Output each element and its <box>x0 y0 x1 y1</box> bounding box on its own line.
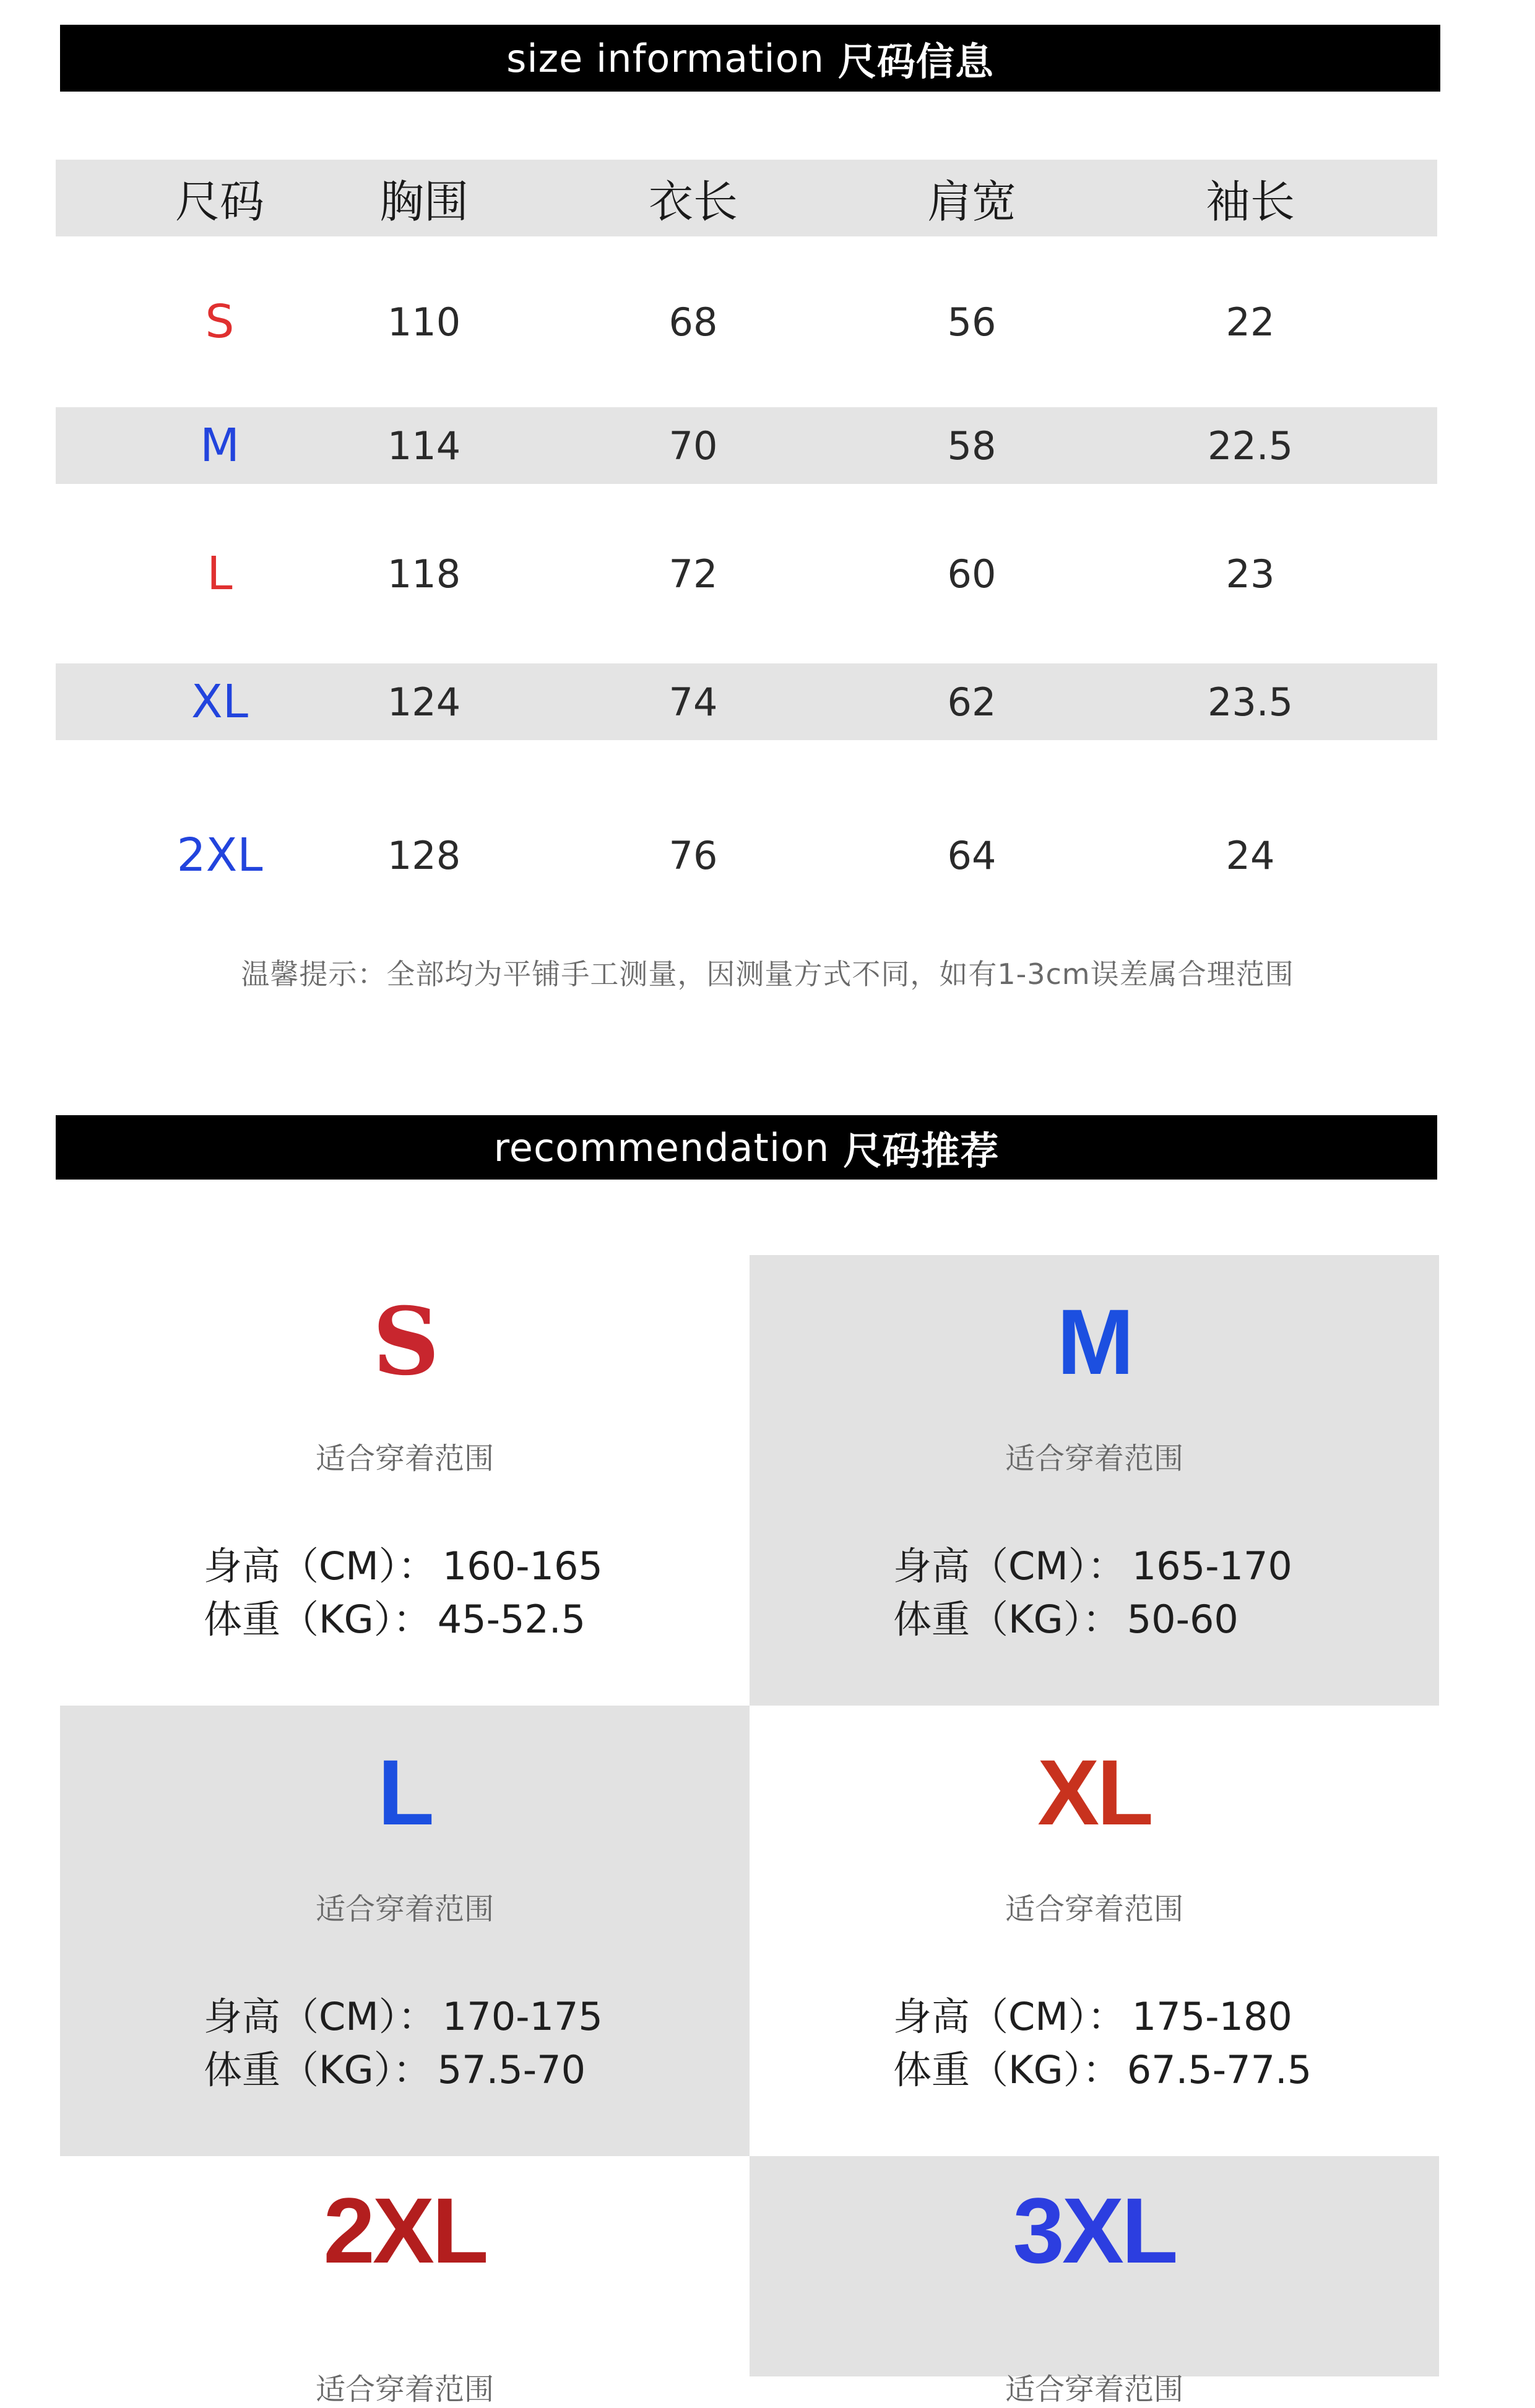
banner-title-cn: 尺码推荐 <box>843 1128 1000 1173</box>
card-subtitle: 适合穿着范围 <box>315 1892 494 1927</box>
card-subtitle: 适合穿着范围 <box>1005 1892 1183 1927</box>
row-length: 74 <box>668 679 718 725</box>
header-size: 尺码 <box>175 176 264 228</box>
card-subtitle: 适合穿着范围 <box>315 1441 494 1476</box>
header-length: 衣长 <box>648 176 738 228</box>
row-shoulder: 56 <box>947 299 997 345</box>
table-row <box>56 236 1437 407</box>
card-size-label: M <box>1057 1290 1132 1394</box>
weight-value: 57.5-70 <box>437 2047 586 2092</box>
table-header-row <box>56 160 1437 236</box>
row-shoulder: 64 <box>947 832 997 878</box>
banner-title-en: size information <box>506 35 824 81</box>
row-sleeve: 22 <box>1226 299 1275 345</box>
row-size-label: 2XL <box>176 829 263 882</box>
row-sleeve: 22.5 <box>1207 423 1294 468</box>
row-chest: 114 <box>387 423 461 468</box>
size-card-3xl <box>750 2156 1439 2407</box>
banner-title-cn: 尺码信息 <box>837 38 994 84</box>
card-info <box>893 1540 1292 1646</box>
size-card-s <box>60 1255 750 1706</box>
card-info <box>893 1990 1312 2097</box>
row-size-label: M <box>200 419 240 472</box>
card-subtitle: 适合穿着范围 <box>1005 2372 1183 2407</box>
recommendation-banner <box>56 1115 1437 1180</box>
size-card-2xl <box>60 2156 750 2407</box>
weight-label: 体重（KG）： <box>893 2047 1121 2092</box>
row-size-label: L <box>207 547 233 600</box>
row-length: 76 <box>668 832 718 878</box>
height-value: 160-165 <box>442 1543 603 1589</box>
table-row <box>56 740 1437 970</box>
card-size-label: XL <box>1037 1740 1151 1844</box>
row-length: 68 <box>668 299 718 345</box>
row-chest: 118 <box>387 551 461 597</box>
height-label: 身高（CM）： <box>893 1994 1126 2039</box>
card-info <box>204 1540 603 1646</box>
row-size-label: XL <box>191 675 248 728</box>
row-sleeve: 23.5 <box>1207 679 1294 725</box>
height-label: 身高（CM）： <box>204 1994 436 2039</box>
weight-value: 67.5-77.5 <box>1126 2047 1312 2092</box>
row-sleeve: 23 <box>1226 551 1275 597</box>
row-chest: 128 <box>387 832 461 878</box>
row-length: 70 <box>668 423 718 468</box>
card-subtitle: 适合穿着范围 <box>1005 1441 1183 1476</box>
height-value: 165-170 <box>1131 1543 1292 1589</box>
size-information-banner <box>60 25 1440 92</box>
height-value: 170-175 <box>442 1994 603 2039</box>
card-size-label: S <box>372 1287 438 1396</box>
size-table <box>56 160 1437 970</box>
height-value: 175-180 <box>1131 1994 1292 2039</box>
size-card-l <box>60 1706 750 2156</box>
weight-label: 体重（KG）： <box>204 1597 431 1642</box>
row-length: 72 <box>668 551 718 597</box>
weight-value: 50-60 <box>1126 1597 1239 1642</box>
header-shoulder: 肩宽 <box>927 176 1016 228</box>
row-sleeve: 24 <box>1226 832 1275 878</box>
weight-label: 体重（KG）： <box>204 2047 431 2092</box>
row-shoulder: 62 <box>947 679 997 725</box>
card-size-label: 3XL <box>1013 2178 1176 2282</box>
height-label: 身高（CM）： <box>204 1543 436 1589</box>
measurement-note: 温馨提示：全部均为平铺手工测量，因测量方式不同，如有1-3cm误差属合理范围 <box>241 957 1294 991</box>
header-sleeve: 袖长 <box>1205 176 1295 228</box>
card-info <box>204 1990 603 2097</box>
header-chest: 胸围 <box>379 176 469 228</box>
table-row <box>56 407 1437 484</box>
weight-value: 45-52.5 <box>437 1597 586 1642</box>
card-size-label: 2XL <box>323 2178 486 2282</box>
card-size-label: L <box>378 1740 432 1844</box>
height-label: 身高（CM）： <box>893 1543 1126 1589</box>
row-shoulder: 60 <box>947 551 997 597</box>
size-card-xl <box>750 1706 1439 2156</box>
banner-title-en: recommendation <box>493 1124 830 1170</box>
recommendation-grid <box>60 1255 1439 2407</box>
row-shoulder: 58 <box>947 423 997 468</box>
row-chest: 124 <box>387 679 461 725</box>
weight-label: 体重（KG）： <box>893 1597 1121 1642</box>
table-row <box>56 663 1437 740</box>
size-card-m <box>750 1255 1439 1706</box>
table-row <box>56 484 1437 663</box>
row-size-label: S <box>205 295 235 348</box>
row-chest: 110 <box>387 299 461 345</box>
card-subtitle: 适合穿着范围 <box>315 2372 494 2407</box>
